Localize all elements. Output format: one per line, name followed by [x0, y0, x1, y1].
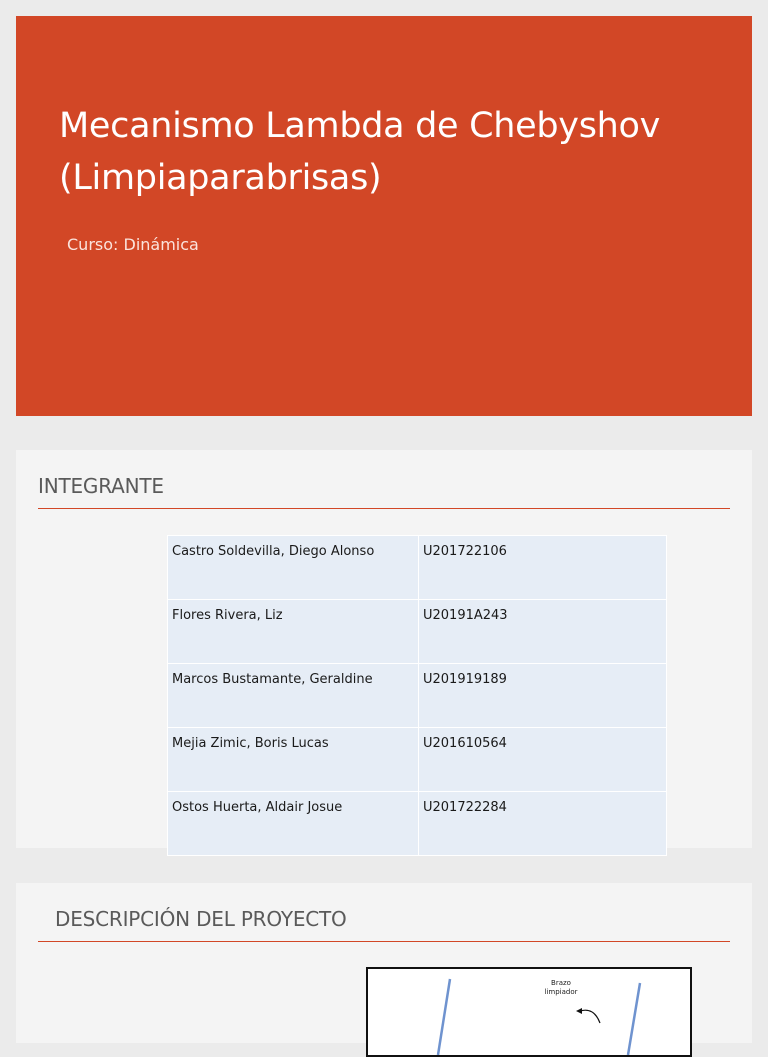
table-row [168, 664, 667, 728]
presentation-title [59, 100, 699, 204]
title-slide [16, 16, 752, 416]
member-code: U201722106 [419, 536, 667, 600]
member-code: U20191A243 [419, 600, 667, 664]
member-name: Marcos Bustamante, Geraldine [168, 664, 419, 728]
member-code: U201919189 [419, 664, 667, 728]
arrow-head-icon [576, 1008, 582, 1014]
right-wiper-blade [628, 983, 640, 1055]
left-wiper-blade [438, 979, 450, 1055]
member-name: Flores Rivera, Liz [168, 600, 419, 664]
pointer-arrow [580, 1010, 600, 1023]
members-heading: INTEGRANTE [38, 474, 164, 498]
member-name: Ostos Huerta, Aldair Josue [168, 792, 419, 856]
figure-label-line-2: limpiador [544, 988, 578, 996]
heading-divider [38, 508, 730, 509]
title-line-2: (Limpiaparabrisas) [59, 158, 382, 198]
table-row [168, 600, 667, 664]
description-slide [16, 883, 752, 1043]
course-subtitle: Curso: Dinámica [67, 235, 199, 254]
title-line-1: Mecanismo Lambda de Chebyshov [59, 106, 661, 146]
members-table [167, 535, 667, 856]
member-code: U201610564 [419, 728, 667, 792]
table-row [168, 792, 667, 856]
description-heading: DESCRIPCIÓN DEL PROYECTO [55, 907, 347, 931]
member-name: Mejia Zimic, Boris Lucas [168, 728, 419, 792]
table-row [168, 536, 667, 600]
members-slide [16, 450, 752, 848]
wiper-diagram-drawing [368, 969, 690, 1055]
member-code: U201722284 [419, 792, 667, 856]
figure-label [536, 979, 586, 997]
table-row [168, 728, 667, 792]
member-name: Castro Soldevilla, Diego Alonso [168, 536, 419, 600]
heading-divider [38, 941, 730, 942]
figure-label-line-1: Brazo [551, 979, 571, 987]
wiper-diagram [366, 967, 692, 1057]
